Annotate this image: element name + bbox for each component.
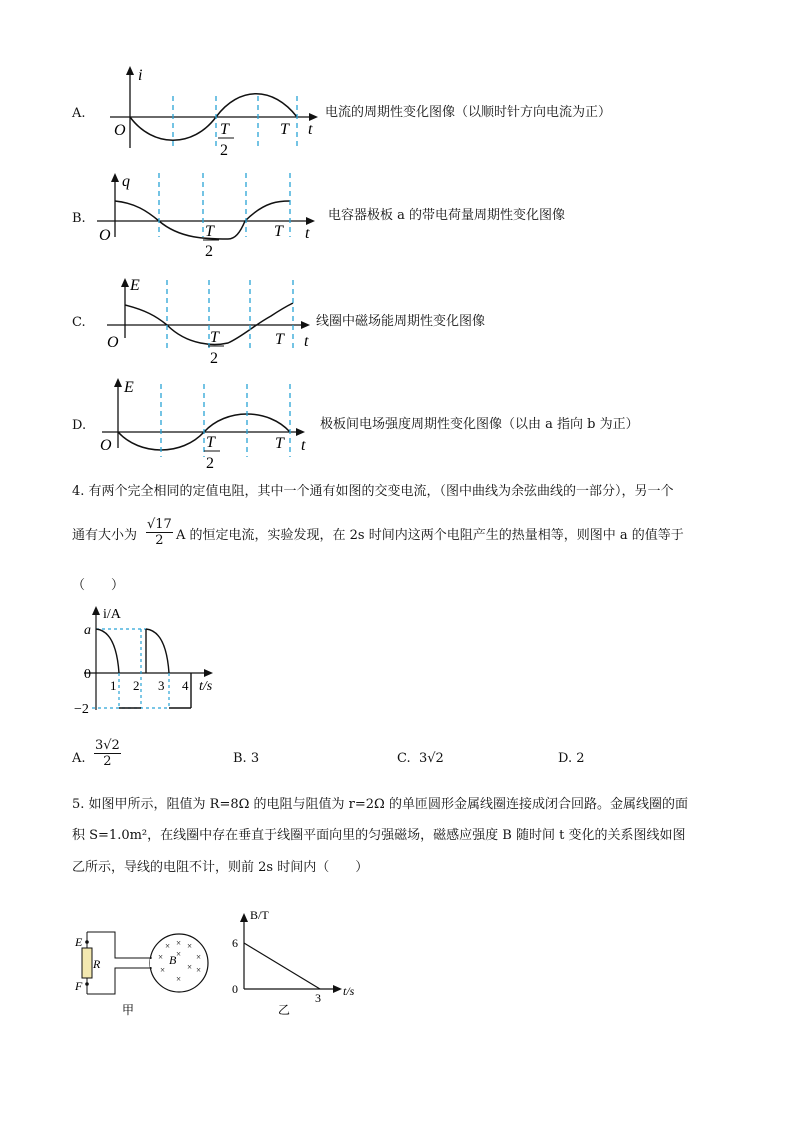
terminal-e: E [75,935,83,949]
q4-constant-current [146,517,173,548]
option-a-desc: 电流的周期性变化图像（以顺时针方向电流为正） [325,105,612,120]
y-axis-label: i [138,67,143,84]
option-b-letter: B. [72,211,86,226]
origin-label: O [114,122,126,139]
svg-text:×: × [176,974,182,984]
option-a-graph [108,60,323,160]
t-axis-label: t [305,225,310,242]
option-d-letter: D. [72,418,87,433]
option-d-graph [98,372,318,472]
q4-choice-a-value [94,738,121,769]
y-axis-label: q [122,173,130,190]
half-period-num: T [205,223,214,240]
q4-ylabel: i/A [103,607,121,622]
t-axis-label: t [301,437,306,454]
q4-choice-a-num: 3√2 [95,738,120,753]
q5-line2: 积 S=1.0m²，在线圈中存在垂直于线圈平面向里的匀强磁场，磁感应强度 B 随时间 t 变化的关系图线如图 [72,828,686,843]
terminal-f: F [75,979,83,993]
t-axis-label: t [304,333,309,350]
svg-text:×: × [196,952,202,962]
svg-text:×: × [187,941,193,951]
q5-line1: 5. 如图甲所示，阻值为 R=8Ω 的电阻与阻值为 r=2Ω 的单匝圆形金属线圈连接成闭合回路。金属线圈的面 [72,797,688,812]
origin-label: O [100,437,112,454]
q4-y0: 0 [84,667,91,682]
q4-yneg: −2 [74,702,89,717]
half-period-den: 2 [210,350,218,367]
q4-ya: a [84,623,91,638]
q4-choice-b: B. 3 [233,751,260,766]
q4-tick-3: 3 [158,678,165,693]
option-b-desc: 电容器极板 a 的带电荷量周期性变化图像 [328,208,566,223]
origin-label: O [107,334,119,351]
field-b: B [169,953,177,967]
period-label: T [275,331,284,348]
caption-yi: 乙 [278,1003,291,1017]
period-label: T [274,223,283,240]
half-period-num: T [210,329,219,346]
svg-text:×: × [158,952,164,962]
period-label: T [280,121,289,138]
y-axis-label: E [130,277,140,294]
q4-graph [72,598,232,720]
svg-text:×: × [196,965,202,975]
cross-marks [158,938,201,984]
half-period-num: T [206,434,215,451]
half-period-den: 2 [206,455,214,472]
option-a-letter: A. [72,106,86,121]
q4-choice-a-letter: A. [72,751,86,766]
q4-xlabel: t/s [199,679,213,694]
q4-choice-a-den: 2 [103,754,112,769]
q4-tick-2: 2 [133,678,140,693]
option-c-letter: C. [72,315,86,330]
q5-line3: 乙所示，导线的电阻不计，则前 2s 时间内（ ） [72,860,369,875]
b-tick-6: 6 [232,936,238,950]
q5-fig-jia [70,918,220,1022]
option-b-graph [95,165,325,260]
svg-text:×: × [165,941,171,951]
q4-line2-post: A 的恒定电流，实验发现，在 2s 时间内这两个电阻产生的热量相等，则图中 a 的值等于 [176,528,684,543]
q4-frac-num: √17 [147,517,172,532]
q4-choice-c-value: 3√2 [419,751,444,766]
option-c-graph [103,268,318,368]
half-period-den: 2 [205,243,213,260]
svg-text:×: × [176,949,182,959]
svg-text:×: × [160,965,166,975]
half-period-num: T [220,121,229,138]
q4-tick-1: 1 [110,678,117,693]
caption-jia: 甲 [122,1003,135,1017]
b-tick-0: 0 [232,982,238,996]
resistor-r: R [93,957,101,971]
period-label: T [275,435,284,452]
t-tick-3: 3 [315,991,321,1005]
t-xlabel: t/s [343,984,355,998]
origin-label: O [99,227,111,244]
t-axis-label: t [308,121,313,138]
svg-text:×: × [176,938,182,948]
q5-fig-yi [224,905,369,1020]
option-c-desc: 线圈中磁场能周期性变化图像 [316,314,486,329]
half-period-den: 2 [220,142,228,159]
q4-frac-den: 2 [155,533,164,548]
q4-choice-c-letter: C. [397,751,411,766]
q4-tick-4: 4 [182,678,189,693]
q4-line1: 4. 有两个完全相同的定值电阻，其中一个通有如图的交变电流，（图中曲线为余弦曲线的一部分），另一个 [72,484,674,499]
svg-text:×: × [187,962,193,972]
q4-choice-d: D. 2 [558,751,585,766]
option-d-desc: 极板间电场强度周期性变化图像（以由 a 指向 b 为正） [320,417,639,432]
q4-paren: （ ） [72,578,125,593]
q4-line2-pre: 通有大小为 [72,528,138,543]
b-ylabel: B/T [250,908,269,922]
y-axis-label: E [124,379,134,396]
